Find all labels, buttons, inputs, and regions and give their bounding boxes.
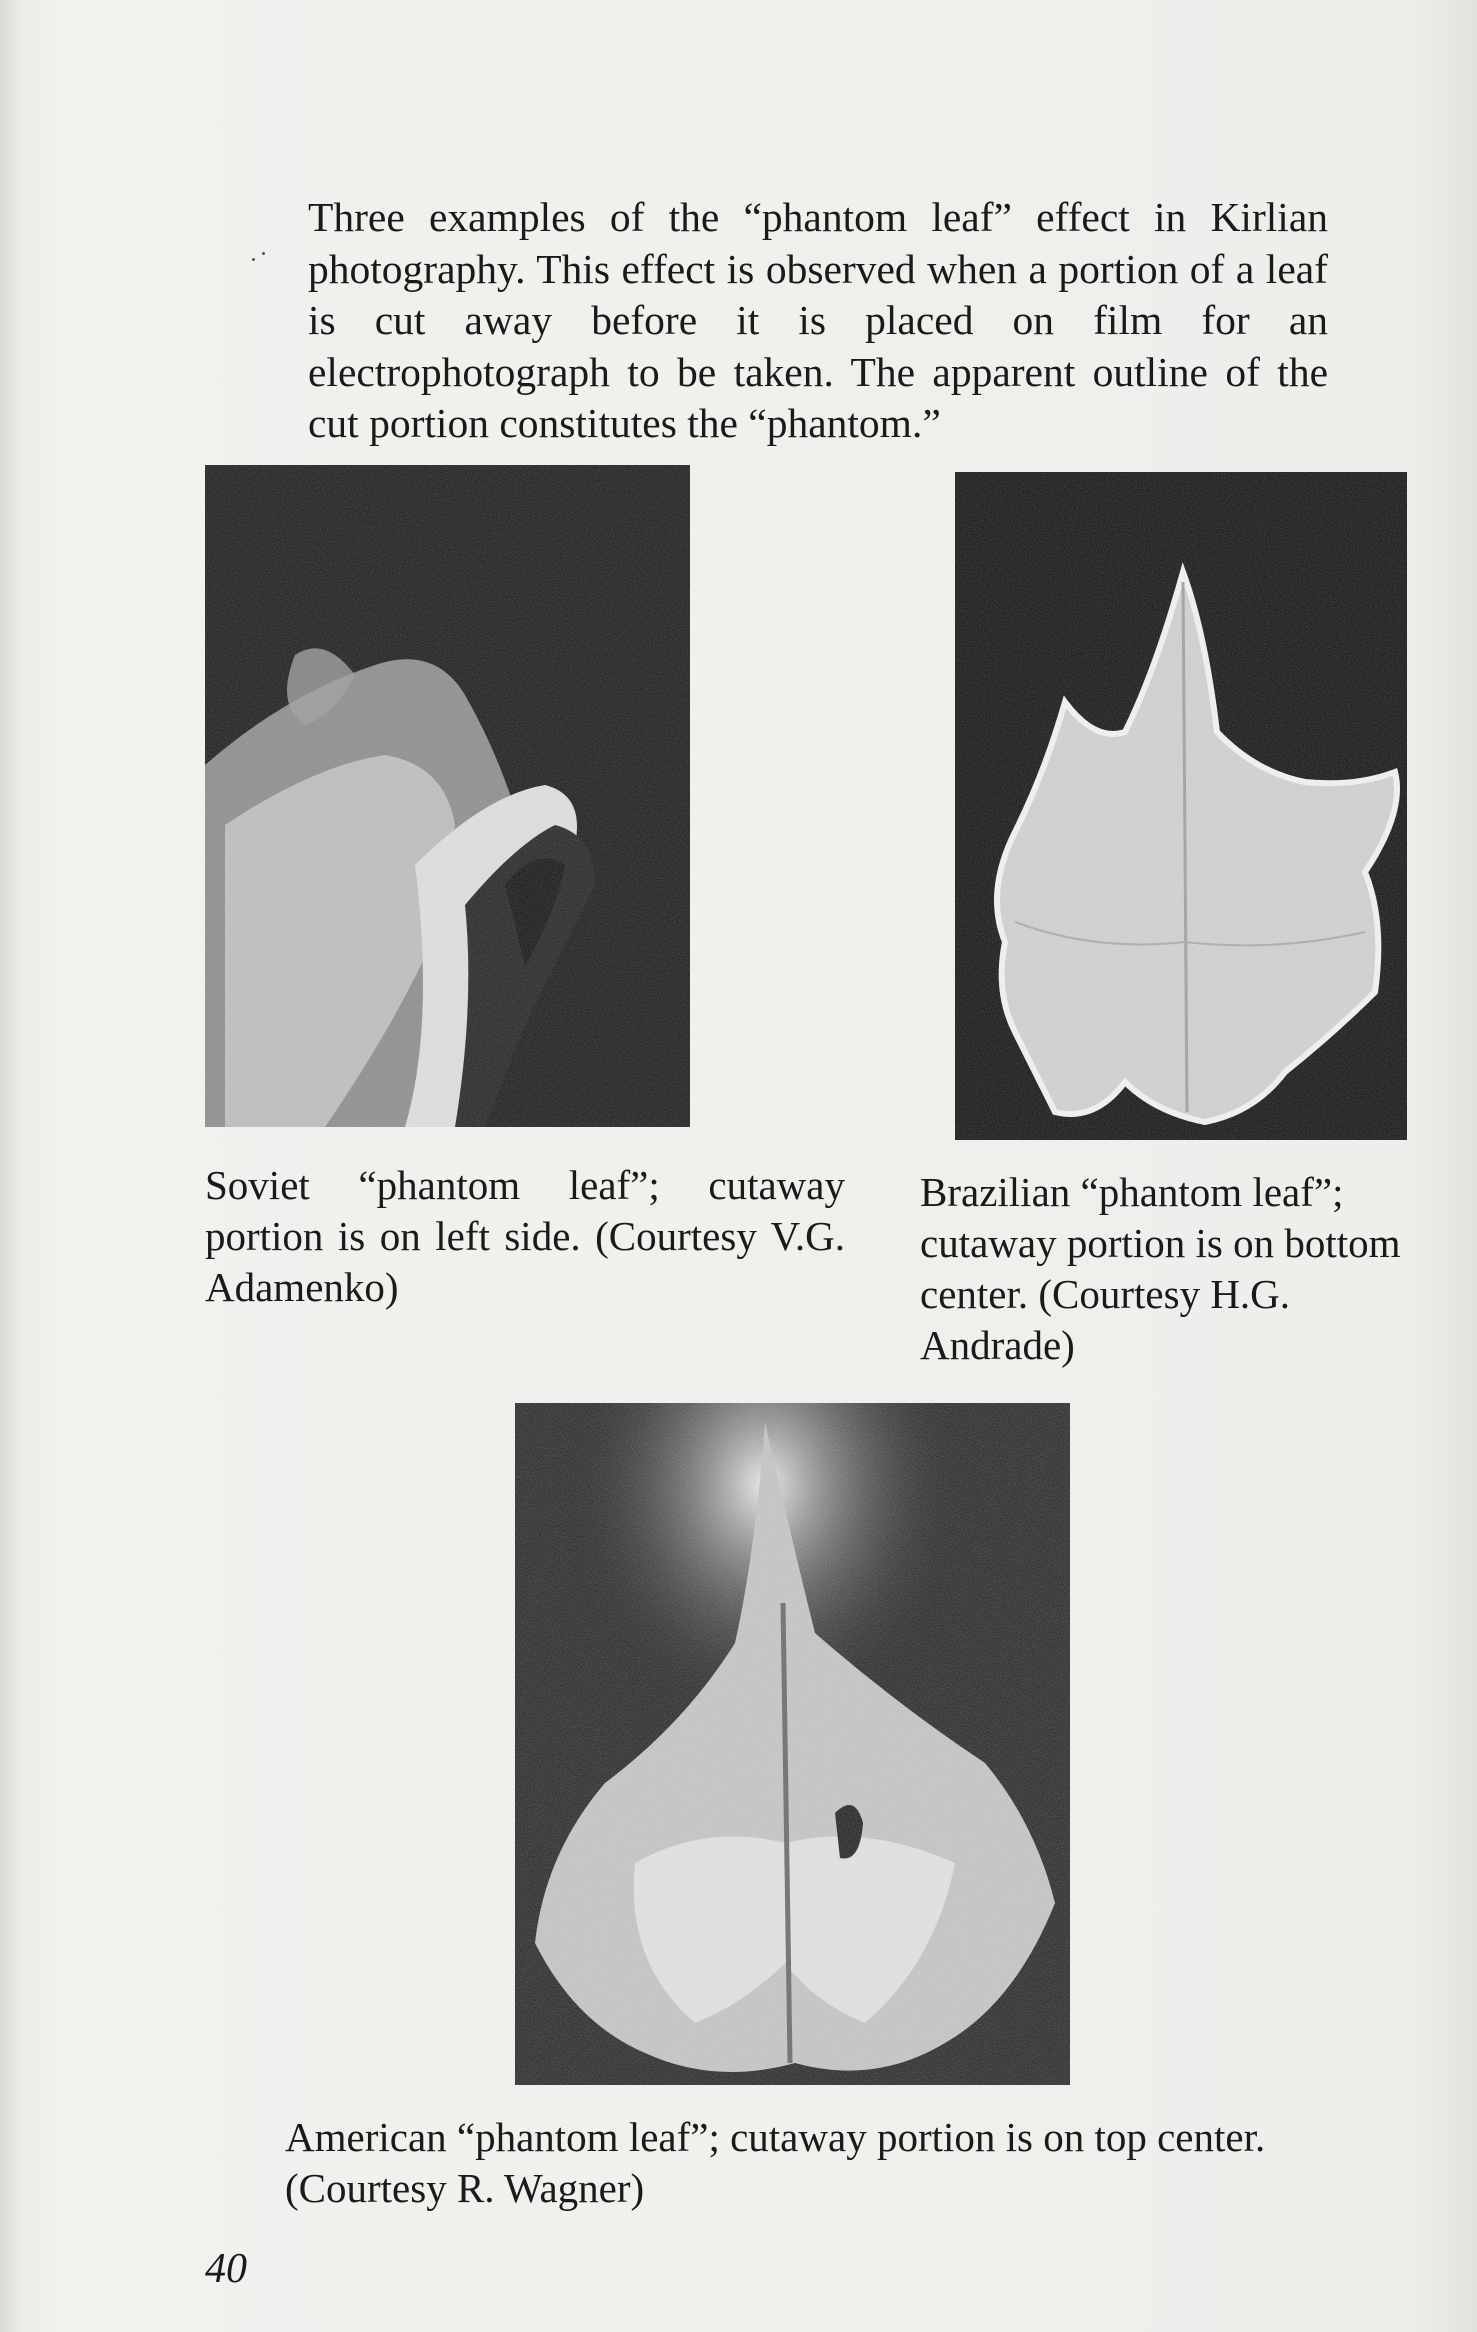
american-photo-caption: American “phantom leaf”; cutaway portion is on top center. (Courtesy R. Wagner)	[285, 2114, 1266, 2211]
soviet-photo-caption: Soviet “phantom leaf”; cutaway portion is on left side. (Courtesy V.G. Adamenko)	[205, 1162, 845, 1310]
soviet-photo-graphic	[205, 465, 690, 1127]
brazilian-photo-graphic	[955, 472, 1407, 1140]
brazilian-phantom-leaf-photo	[955, 472, 1407, 1140]
brazilian-photo-caption: Brazilian “phantom leaf”; cutaway portion is on bottom center. (Courtesy H.G. Andrade)	[920, 1169, 1401, 1368]
page-number: 40	[205, 2246, 247, 2292]
ink-speck	[262, 252, 265, 255]
american-photo-graphic	[515, 1403, 1070, 2085]
intro-caption: Three examples of the “phantom leaf” effect in Kirlian photography. This effect is observed when a portion of a leaf is cut away before it is placed on film for an electrophotograph to be taken. The apparent outline of the cut portion constitutes the “phantom.”	[308, 194, 1328, 446]
american-phantom-leaf-photo	[515, 1403, 1070, 2085]
soviet-phantom-leaf-photo	[205, 465, 690, 1127]
ink-speck	[252, 258, 255, 261]
